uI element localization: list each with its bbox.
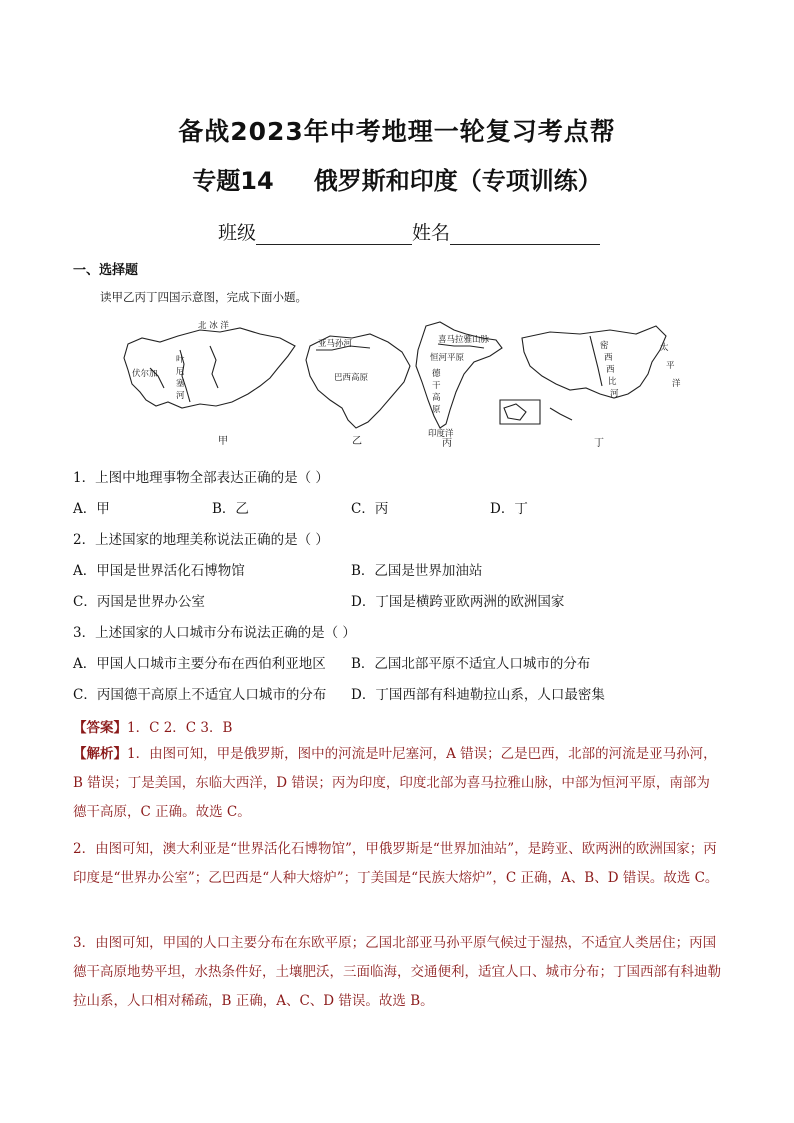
label-deccan-3: 高 xyxy=(432,393,441,403)
map-label-ding: 丁 xyxy=(594,438,604,449)
section-title: 一、选择题 xyxy=(73,263,139,278)
class-name-line xyxy=(218,218,600,245)
label-river-4: 河 xyxy=(176,391,185,401)
label-ganges-plain: 恒河平原 xyxy=(430,353,465,363)
label-river-3: 塞 xyxy=(176,379,185,389)
class-label: 班级 xyxy=(218,222,257,244)
topic-title: 俄罗斯和印度（专项训练） xyxy=(313,167,602,195)
label-brazil-plateau: 巴西高原 xyxy=(334,373,369,383)
q2-option-d[interactable]: D．丁国是横跨亚欧两洲的欧洲国家 xyxy=(351,594,565,610)
question-2: 2．上述国家的地理美称说法正确的是（ ） xyxy=(73,532,329,548)
label-mississippi-3: 西 xyxy=(606,365,615,375)
answer-label: 【答案】 xyxy=(73,720,127,736)
label-mississippi-1: 密 xyxy=(600,341,609,351)
q3-option-b[interactable]: B．乙国北部平原不适宜人口城市的分布 xyxy=(351,656,591,672)
q3-option-a[interactable]: A．甲国人口城市主要分布在西伯利亚地区 xyxy=(73,656,326,672)
label-mississippi-4: 比 xyxy=(608,377,617,387)
map-label-yi: 乙 xyxy=(352,436,362,447)
label-river-2: 尼 xyxy=(176,367,185,377)
q2-option-a[interactable]: A．甲国是世界活化石博物馆 xyxy=(73,563,245,579)
label-volga: 伏尔加 xyxy=(132,369,158,379)
document-subtitle xyxy=(0,161,794,196)
q1-option-d[interactable]: D．丁 xyxy=(490,501,528,517)
q1-option-b[interactable]: B．乙 xyxy=(212,501,249,517)
label-pacific-1: 太 xyxy=(660,343,669,353)
q2-option-b[interactable]: B．乙国是世界加油站 xyxy=(351,563,483,579)
label-himalaya: 喜马拉雅山脉 xyxy=(438,335,490,345)
analysis-paragraph-3: 3．由图可知，甲国的人口主要分布在东欧平原；乙国北部亚马孙平原气候过于湿热，不适宜人类居住；丙国德干高原地势平坦，水热条件好，土壤肥沃，三面临海，交通便利，适宜人口、城市分布；丁国西部有科迪勒拉山系，人口相对稀疏，B 正确，A、C、D 错误。故选 B。 xyxy=(73,935,721,1009)
label-amazon: 亚马孙河 xyxy=(318,339,353,349)
map-label-jia: 甲 xyxy=(218,436,228,447)
analysis-label: 【解析】 xyxy=(73,746,127,762)
analysis-paragraph-1 xyxy=(73,740,723,827)
label-deccan-4: 原 xyxy=(432,405,441,415)
analysis-paragraph-2: 2．由图可知，澳大利亚是“世界活化石博物馆”，甲俄罗斯是“世界加油站”，是跨亚、欧两洲的欧洲国家；丙印度是“世界办公室”；乙巴西是“人种大熔炉”；丁美国是“民族大熔炉”，C 正确，A、B、D 错误。故选 C。 xyxy=(73,841,719,886)
label-river-1: 叶 xyxy=(176,355,185,365)
label-pacific-3: 洋 xyxy=(672,379,681,389)
question-1: 1．上图中地理事物全部表达正确的是（ ） xyxy=(73,470,329,486)
q1-option-c[interactable]: C．丙 xyxy=(351,501,389,517)
question-3: 3．上述国家的人口城市分布说法正确的是（ ） xyxy=(73,625,356,641)
label-mississippi-2: 西 xyxy=(604,353,613,363)
label-pacific-2: 平 xyxy=(666,361,675,371)
q3-option-c[interactable]: C．丙国德干高原上不适宜人口城市的分布 xyxy=(73,687,327,703)
answer-text: 1．C 2．C 3．B xyxy=(127,720,233,736)
label-mississippi-5: 河 xyxy=(610,389,619,399)
topic-number: 专题14 xyxy=(192,167,274,195)
map-label-bing: 丙 xyxy=(442,438,452,449)
label-indian-ocean: 印度洋 xyxy=(428,429,454,439)
name-label: 姓名 xyxy=(412,222,451,244)
document-title: 备战2023年中考地理一轮复习考点帮 xyxy=(178,117,616,146)
answer-line xyxy=(73,716,232,736)
label-arctic-ocean: 北 冰 洋 xyxy=(198,321,229,331)
q3-option-d[interactable]: D．丁国西部有科迪勒拉山系，人口最密集 xyxy=(351,687,605,703)
map-usa xyxy=(500,326,666,424)
label-deccan-1: 德 xyxy=(432,369,441,379)
map-russia xyxy=(124,328,295,408)
question-intro: 读甲乙丙丁四国示意图，完成下面小题。 xyxy=(100,290,307,304)
analysis-text-1: 1．由图可知，甲是俄罗斯，图中的河流是叶尼塞河，A 错误；乙是巴西，北部的河流是亚马孙河，B 错误；丁是美国，东临大西洋，D 错误；丙为印度，印度北部为喜马拉雅山脉，中部为恒河平原，南部为德干高原，C 正确。故选 C。 xyxy=(73,746,717,820)
class-blank[interactable] xyxy=(256,224,412,245)
country-maps-figure xyxy=(120,316,690,454)
q1-option-a[interactable]: A．甲 xyxy=(73,501,110,517)
label-deccan-2: 干 xyxy=(432,381,441,391)
q2-option-c[interactable]: C．丙国是世界办公室 xyxy=(73,594,205,610)
name-blank[interactable] xyxy=(450,224,600,245)
